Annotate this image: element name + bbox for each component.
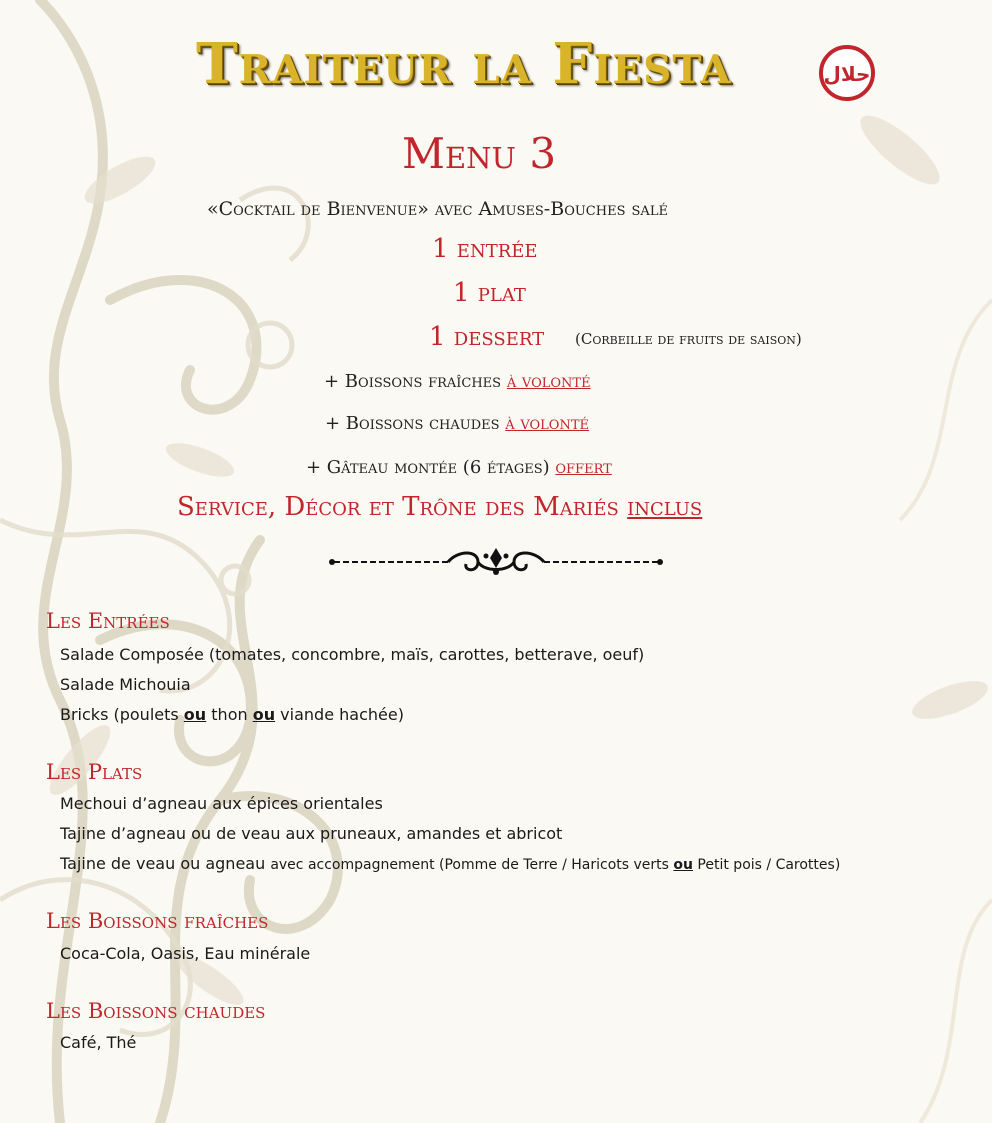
list-item: Coca-Cola, Oasis, Eau minérale: [60, 944, 311, 963]
hot-drinks-line: [325, 415, 589, 433]
fresh-drinks-line: [324, 373, 591, 391]
list-item: Salade Composée (tomates, concombre, maïs, carottes, betterave, oeuf): [60, 645, 645, 664]
item-or: ou: [252, 705, 276, 724]
list-item: Mechoui d’agneau aux épices orientales: [60, 794, 383, 813]
section-title-hot-drinks: Les Boissons chaudes: [46, 999, 266, 1023]
item-text: Tajine de veau ou agneau: [60, 854, 271, 873]
hot-drinks-label: + Boissons chaudes: [325, 413, 500, 434]
list-item: [60, 849, 840, 880]
dessert-count: 1 dessert: [429, 322, 545, 352]
entrees-list: [60, 640, 644, 730]
item-text: thon: [206, 705, 253, 724]
halal-badge-text: حلال: [823, 62, 871, 86]
page-title: Traiteur la Fiesta: [196, 31, 732, 97]
halal-badge-icon: [818, 44, 876, 102]
section-title-plats: Les Plats: [46, 760, 143, 784]
list-item: [60, 700, 644, 730]
ornament-divider-icon: [328, 544, 664, 580]
fresh-drinks-tag: à volonté: [506, 371, 591, 392]
section-title-fresh-drinks: Les Boissons fraîches: [46, 909, 269, 933]
menu-title: Menu 3: [402, 129, 557, 178]
fresh-drinks-label: + Boissons fraîches: [324, 371, 502, 392]
dessert-note: (Corbeille de fruits de saison): [575, 330, 802, 348]
welcome-cocktail: «Cocktail de Bienvenue» avec Amuses-Bouches salé: [207, 198, 668, 220]
item-text: Petit pois / Carottes): [692, 857, 841, 873]
item-or: ou: [673, 857, 693, 873]
list-item: Tajine d’agneau ou de veau aux pruneaux, amandes et abricot: [60, 824, 563, 843]
item-text: Bricks (poulets: [60, 705, 184, 724]
cake-tag: offert: [555, 457, 612, 478]
entree-count: 1 entrée: [432, 234, 538, 264]
service-tag: inclus: [627, 492, 703, 522]
service-label: Service, Décor et Trône des Mariés: [177, 492, 619, 522]
cake-line: [306, 459, 612, 477]
cake-label: + Gâteau montée (6 étages): [306, 457, 550, 478]
list-item: Café, Thé: [60, 1033, 137, 1052]
plats-list: [60, 789, 840, 880]
plat-count: 1 plat: [453, 278, 526, 308]
section-title-entrees: Les Entrées: [46, 609, 170, 633]
fresh-drinks-list: [60, 939, 310, 969]
hot-drinks-tag: à volonté: [505, 413, 590, 434]
list-item: Salade Michouia: [60, 675, 191, 694]
service-line: [177, 494, 702, 520]
item-text: viande hachée): [275, 705, 404, 724]
item-or: ou: [183, 705, 207, 724]
hot-drinks-list: [60, 1028, 136, 1058]
item-text: avec accompagnement (Pomme de Terre / Haricots verts: [270, 857, 674, 873]
